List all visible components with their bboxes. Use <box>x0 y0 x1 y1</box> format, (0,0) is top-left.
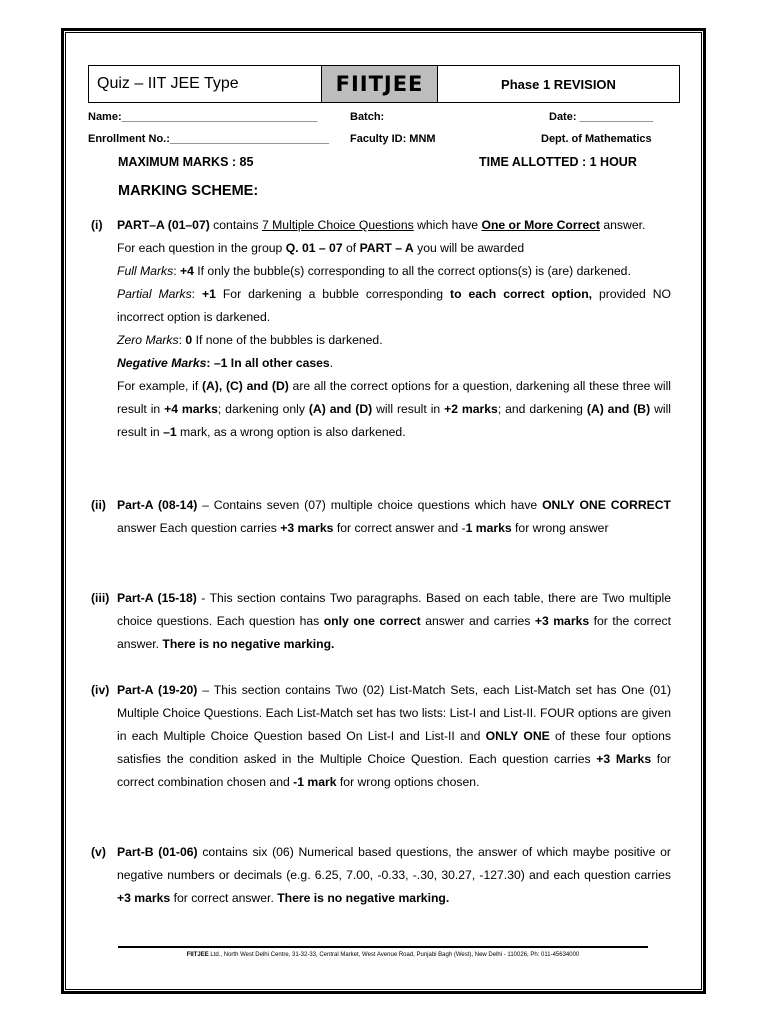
maximum-marks: MAXIMUM MARKS : 85 <box>118 155 254 169</box>
name-field: Name:________________________________ <box>88 111 318 123</box>
section-number: (v) <box>91 845 106 859</box>
section-i <box>91 214 671 444</box>
section-v <box>91 841 671 910</box>
section-ii <box>91 494 671 540</box>
section-v-text: Part-B (01-06) contains six (06) Numerical based questions, the answer of which maybe positive or negative numbers or decimals (e.g. 6.25, 7.00, -0.33, -.30, 30.27, -127.30) and each question carries +3 marks for correct answer. There is no negative marking. <box>117 845 671 905</box>
section-i-negative-marks: Negative Marks: –1 In all other cases. <box>117 356 334 370</box>
section-i-partial-marks: Partial Marks: +1 For darkening a bubble corresponding to each correct option, provided NO incorrect option is darkened. <box>117 287 671 324</box>
section-number: (ii) <box>91 498 106 512</box>
section-i-example: For example, if (A), (C) and (D) are all the correct options for a question, darkening all these three will result in +4 marks; darkening only (A) and (D) will result in +2 marks; and darkening (A) and (B) will result in –1 mark, as a wrong option is also darkened. <box>117 379 672 439</box>
section-ii-text: Part-A (08-14) – Contains seven (07) multiple choice questions which have ONLY ONE CORRECT answer Each question carries +3 marks for correct answer and -1 marks for wrong answer <box>117 498 671 535</box>
footer-rule <box>118 946 648 948</box>
section-iv <box>91 679 671 794</box>
section-number: (iv) <box>91 683 110 697</box>
section-i-full-marks: Full Marks: +4 If only the bubble(s) corresponding to all the correct options(s) is (are) darkened. <box>117 264 631 278</box>
time-allotted: TIME ALLOTTED : 1 HOUR <box>479 155 637 169</box>
section-i-group: For each question in the group Q. 01 – 07 of PART – A you will be awarded <box>117 241 525 255</box>
fiitjee-logo: FIITJEE <box>335 72 424 96</box>
footer-brand: FIITJEE <box>186 952 209 958</box>
quiz-title: Quiz – IIT JEE Type <box>89 66 322 102</box>
footer-address <box>118 952 648 958</box>
section-number: (iii) <box>91 591 110 605</box>
section-i-zero-marks: Zero Marks: 0 If none of the bubbles is darkened. <box>117 333 383 347</box>
section-iii-text: Part-A (15-18) - This section contains Two paragraphs. Based on each table, there are Two multiple choice questions. Each question has only one correct answer and carries +3 marks for the correct answer. There is no negative marking. <box>117 591 672 651</box>
section-i-intro: PART–A (01–07) contains 7 Multiple Choice Questions which have One or More Correct answer. <box>117 218 646 232</box>
batch-field: Batch: <box>350 111 385 123</box>
section-iv-text: Part-A (19-20) – This section contains Two (02) List-Match Sets, each List-Match set has One (01) Multiple Choice Questions. Each List-Match set has two lists: List-I and List-II. FOUR options are given in each Multiple Choice Question based On List-I and List-II and ONLY ONE of these four options satisfies the condition asked in the Multiple Choice Question. Each question carries +3 Marks for correct combination chosen and -1 mark for wrong options chosen. <box>117 683 671 789</box>
faculty-id: Faculty ID: MNM <box>350 133 436 145</box>
enrollment-field: Enrollment No.:__________________________ <box>88 133 329 145</box>
marking-scheme-heading: MARKING SCHEME: <box>118 183 259 199</box>
footer-text: Ltd., North West Delhi Centre, 31-32-33, Central Market, West Avenue Road, Punjabi Bagh (West), New Delhi - 110026, Ph: 011-45634000 <box>208 952 580 958</box>
header-box <box>88 65 680 103</box>
department: Dept. of Mathematics <box>541 133 652 145</box>
logo-cell <box>322 66 438 102</box>
date-field: Date: ____________ <box>549 111 653 123</box>
section-iii <box>91 587 671 656</box>
section-number: (i) <box>91 218 103 232</box>
phase-label: Phase 1 REVISION <box>501 76 616 92</box>
